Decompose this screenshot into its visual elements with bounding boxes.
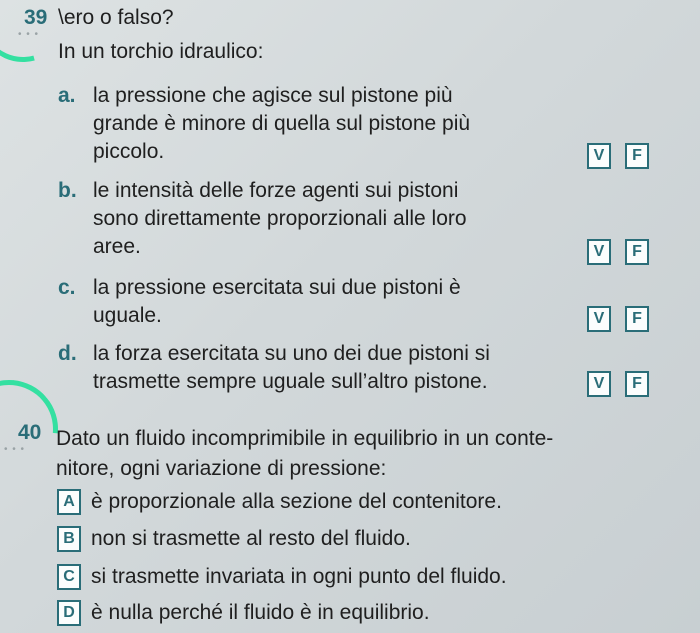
item-text-b <box>93 177 467 261</box>
question-40-line: nitore, ogni variazione di pressione: <box>56 457 387 480</box>
false-box-b[interactable]: F <box>625 239 649 265</box>
option-key-d[interactable]: D <box>57 600 81 626</box>
option-key-b[interactable]: B <box>57 526 81 552</box>
true-false-boxes-d <box>587 371 649 397</box>
question-40-line: Dato un fluido incomprimibile in equilibrio in un conte- <box>56 427 554 450</box>
item-letter-c: c. <box>58 276 76 299</box>
item-text-a <box>93 82 470 166</box>
option-d[interactable] <box>57 599 430 627</box>
item-text-d <box>93 340 490 396</box>
true-false-boxes-c <box>587 306 649 332</box>
item-b-line: sono direttamente proporzionali alle loro <box>93 207 467 230</box>
option-b[interactable] <box>57 525 411 553</box>
item-d-line: trasmette sempre uguale sull’altro pistone. <box>93 370 488 393</box>
option-text-b: non si trasmette al resto del fluido. <box>91 527 411 550</box>
item-a-line: la pressione che agisce sul pistone più <box>93 84 453 107</box>
question-number-39: 39 <box>24 6 48 29</box>
true-false-boxes-a <box>587 143 649 169</box>
option-c[interactable] <box>57 563 507 591</box>
option-key-c[interactable]: C <box>57 564 81 590</box>
item-c-line: uguale. <box>93 304 162 327</box>
question-number-40: 40 <box>18 421 42 444</box>
option-text-d: è nulla perché il fluido è in equilibrio. <box>91 601 430 624</box>
difficulty-dots: • • • <box>18 29 40 40</box>
item-b-line: le intensità delle forze agenti sui pistoni <box>93 179 459 202</box>
true-box-b[interactable]: V <box>587 239 611 265</box>
true-box-d[interactable]: V <box>587 371 611 397</box>
option-text-c: si trasmette invariata in ogni punto del fluido. <box>91 565 507 588</box>
true-false-boxes-b <box>587 239 649 265</box>
option-text-a: è proporzionale alla sezione del contenitore. <box>91 490 502 513</box>
item-a-line: grande è minore di quella sul pistone più <box>93 112 471 135</box>
item-a-line: piccolo. <box>93 140 165 163</box>
true-box-a[interactable]: V <box>587 143 611 169</box>
false-box-d[interactable]: F <box>625 371 649 397</box>
true-box-c[interactable]: V <box>587 306 611 332</box>
option-key-a[interactable]: A <box>57 489 81 515</box>
item-letter-a: a. <box>58 84 76 107</box>
item-d-line: la forza esercitata su uno dei due pistoni si <box>93 342 490 365</box>
question-40-text <box>56 424 553 484</box>
item-letter-d: d. <box>58 342 77 365</box>
false-box-c[interactable]: F <box>625 306 649 332</box>
item-text-c <box>93 274 461 330</box>
question-39-intro: In un torchio idraulico: <box>58 40 264 63</box>
item-letter-b: b. <box>58 179 77 202</box>
option-a[interactable] <box>57 488 502 516</box>
item-c-line: la pressione esercitata sui due pistoni è <box>93 276 461 299</box>
question-39-title: \ero o falso? <box>58 6 174 29</box>
false-box-a[interactable]: F <box>625 143 649 169</box>
item-b-line: aree. <box>93 235 141 258</box>
difficulty-dots: • • • <box>4 444 26 455</box>
